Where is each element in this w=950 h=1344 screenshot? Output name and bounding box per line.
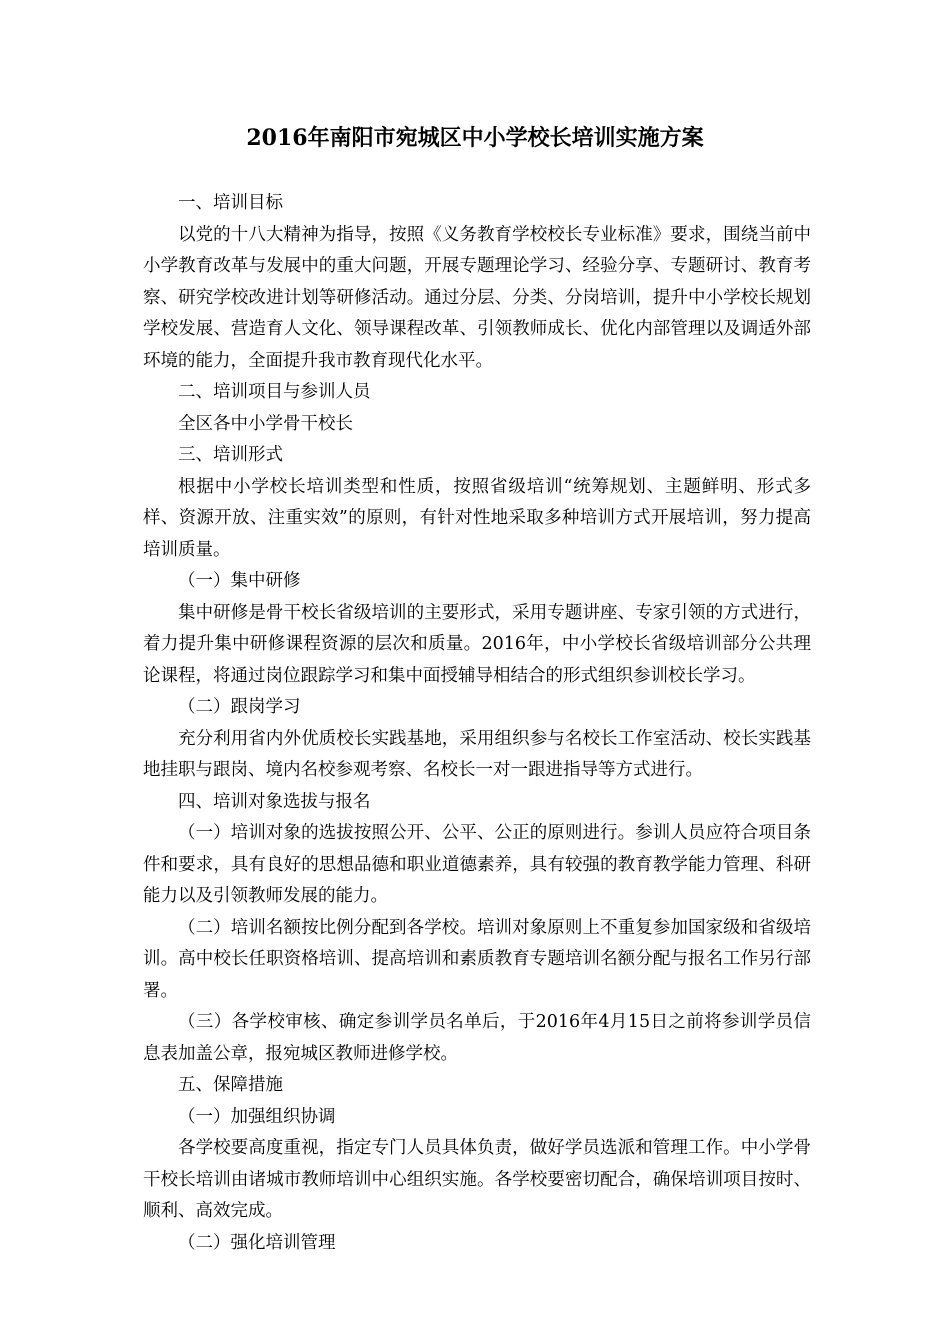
- subheading-management: （二）强化培训管理: [178, 1232, 336, 1253]
- subheading-organization: （一）加强组织协调: [178, 1106, 336, 1127]
- paragraph-participants: 全区各中小学骨干校长: [178, 413, 353, 434]
- paragraph-selection-2: （二）培训名额按比例分配到各学校。培训对象原则上不重复参加国家级和省级培训。高中校长任职资格培训、提高培训和素质教育专题培训名额分配与报名工作另行部署。: [143, 917, 811, 1001]
- paragraph-shadow-learning: 充分利用省内外优质校长实践基地，采用组织参与名校长工作室活动、校长实践基地挂职与跟岗、境内名校参观考察、名校长一对一跟进指导等方式进行。: [143, 728, 811, 780]
- paragraph-training-format: 根据中小学校长培训类型和性质，按照省级培训“统筹规划、主题鲜明、形式多样、资源开放、注重实效”的原则，有针对性地采取多种培训方式开展培训，努力提高培训质量。: [143, 476, 811, 560]
- section-heading-selection-registration: 四、培训对象选拔与报名: [178, 791, 371, 812]
- section-heading-training-goals: 一、培训目标: [178, 193, 283, 213]
- paragraph-organization: 各学校要高度重视，指定专门人员具体负责，做好学员选派和管理工作。中小学骨干校长培训由诸城市教师培训中心组织实施。各学校要密切配合，确保培训项目按时、顺利、高效完成。: [143, 1138, 811, 1221]
- paragraph-selection-3: （三）各学校审核、确定参训学员名单后，于2016年4月15日之前将参训学员信息表加盖公章，报宛城区教师进修学校。: [143, 1012, 811, 1064]
- paragraph-training-goals: 以党的十八大精神为指导，按照《义务教育学校校长专业标准》要求，围绕当前中小学教育改革与发展中的重大问题，开展专题理论学习、经验分享、专题研讨、教育考察、研究学校改进计划等研修活动。通过分层、分类、分岗培训，提升中小学校长规划学校发展、营造育人文化、领导课程改革、引领教师成长、优化内部管理以及调适外部环境的能力，全面提升我市教育现代化水平。: [143, 224, 811, 371]
- subheading-shadow-learning: （二）跟岗学习: [178, 697, 301, 717]
- subheading-centralized-study: （一）集中研修: [178, 571, 301, 591]
- section-heading-safeguards: 五、保障措施: [178, 1075, 283, 1095]
- paragraph-selection-1: （一）培训对象的选拔按照公开、公平、公正的原则进行。参训人员应符合项目条件和要求，具有良好的思想品德和职业道德素养，具有较强的教育教学能力管理、科研能力以及引领教师发展的能力。: [143, 823, 811, 906]
- section-heading-projects-participants: 二、培训项目与参训人员: [178, 382, 371, 402]
- section-heading-training-format: 三、培训形式: [178, 445, 283, 465]
- document-body: [143, 188, 811, 1259]
- document-title: 2016年南阳市宛城区中小学校长培训实施方案: [246, 125, 704, 151]
- paragraph-centralized-study: 集中研修是骨干校长省级培训的主要形式，采用专题讲座、专家引领的方式进行，着力提升集中研修课程资源的层次和质量。2016年，中小学校长省级培训部分公共理论课程，将通过岗位跟踪学习和集中面授辅导相结合的形式组织参训校长学习。: [143, 602, 811, 686]
